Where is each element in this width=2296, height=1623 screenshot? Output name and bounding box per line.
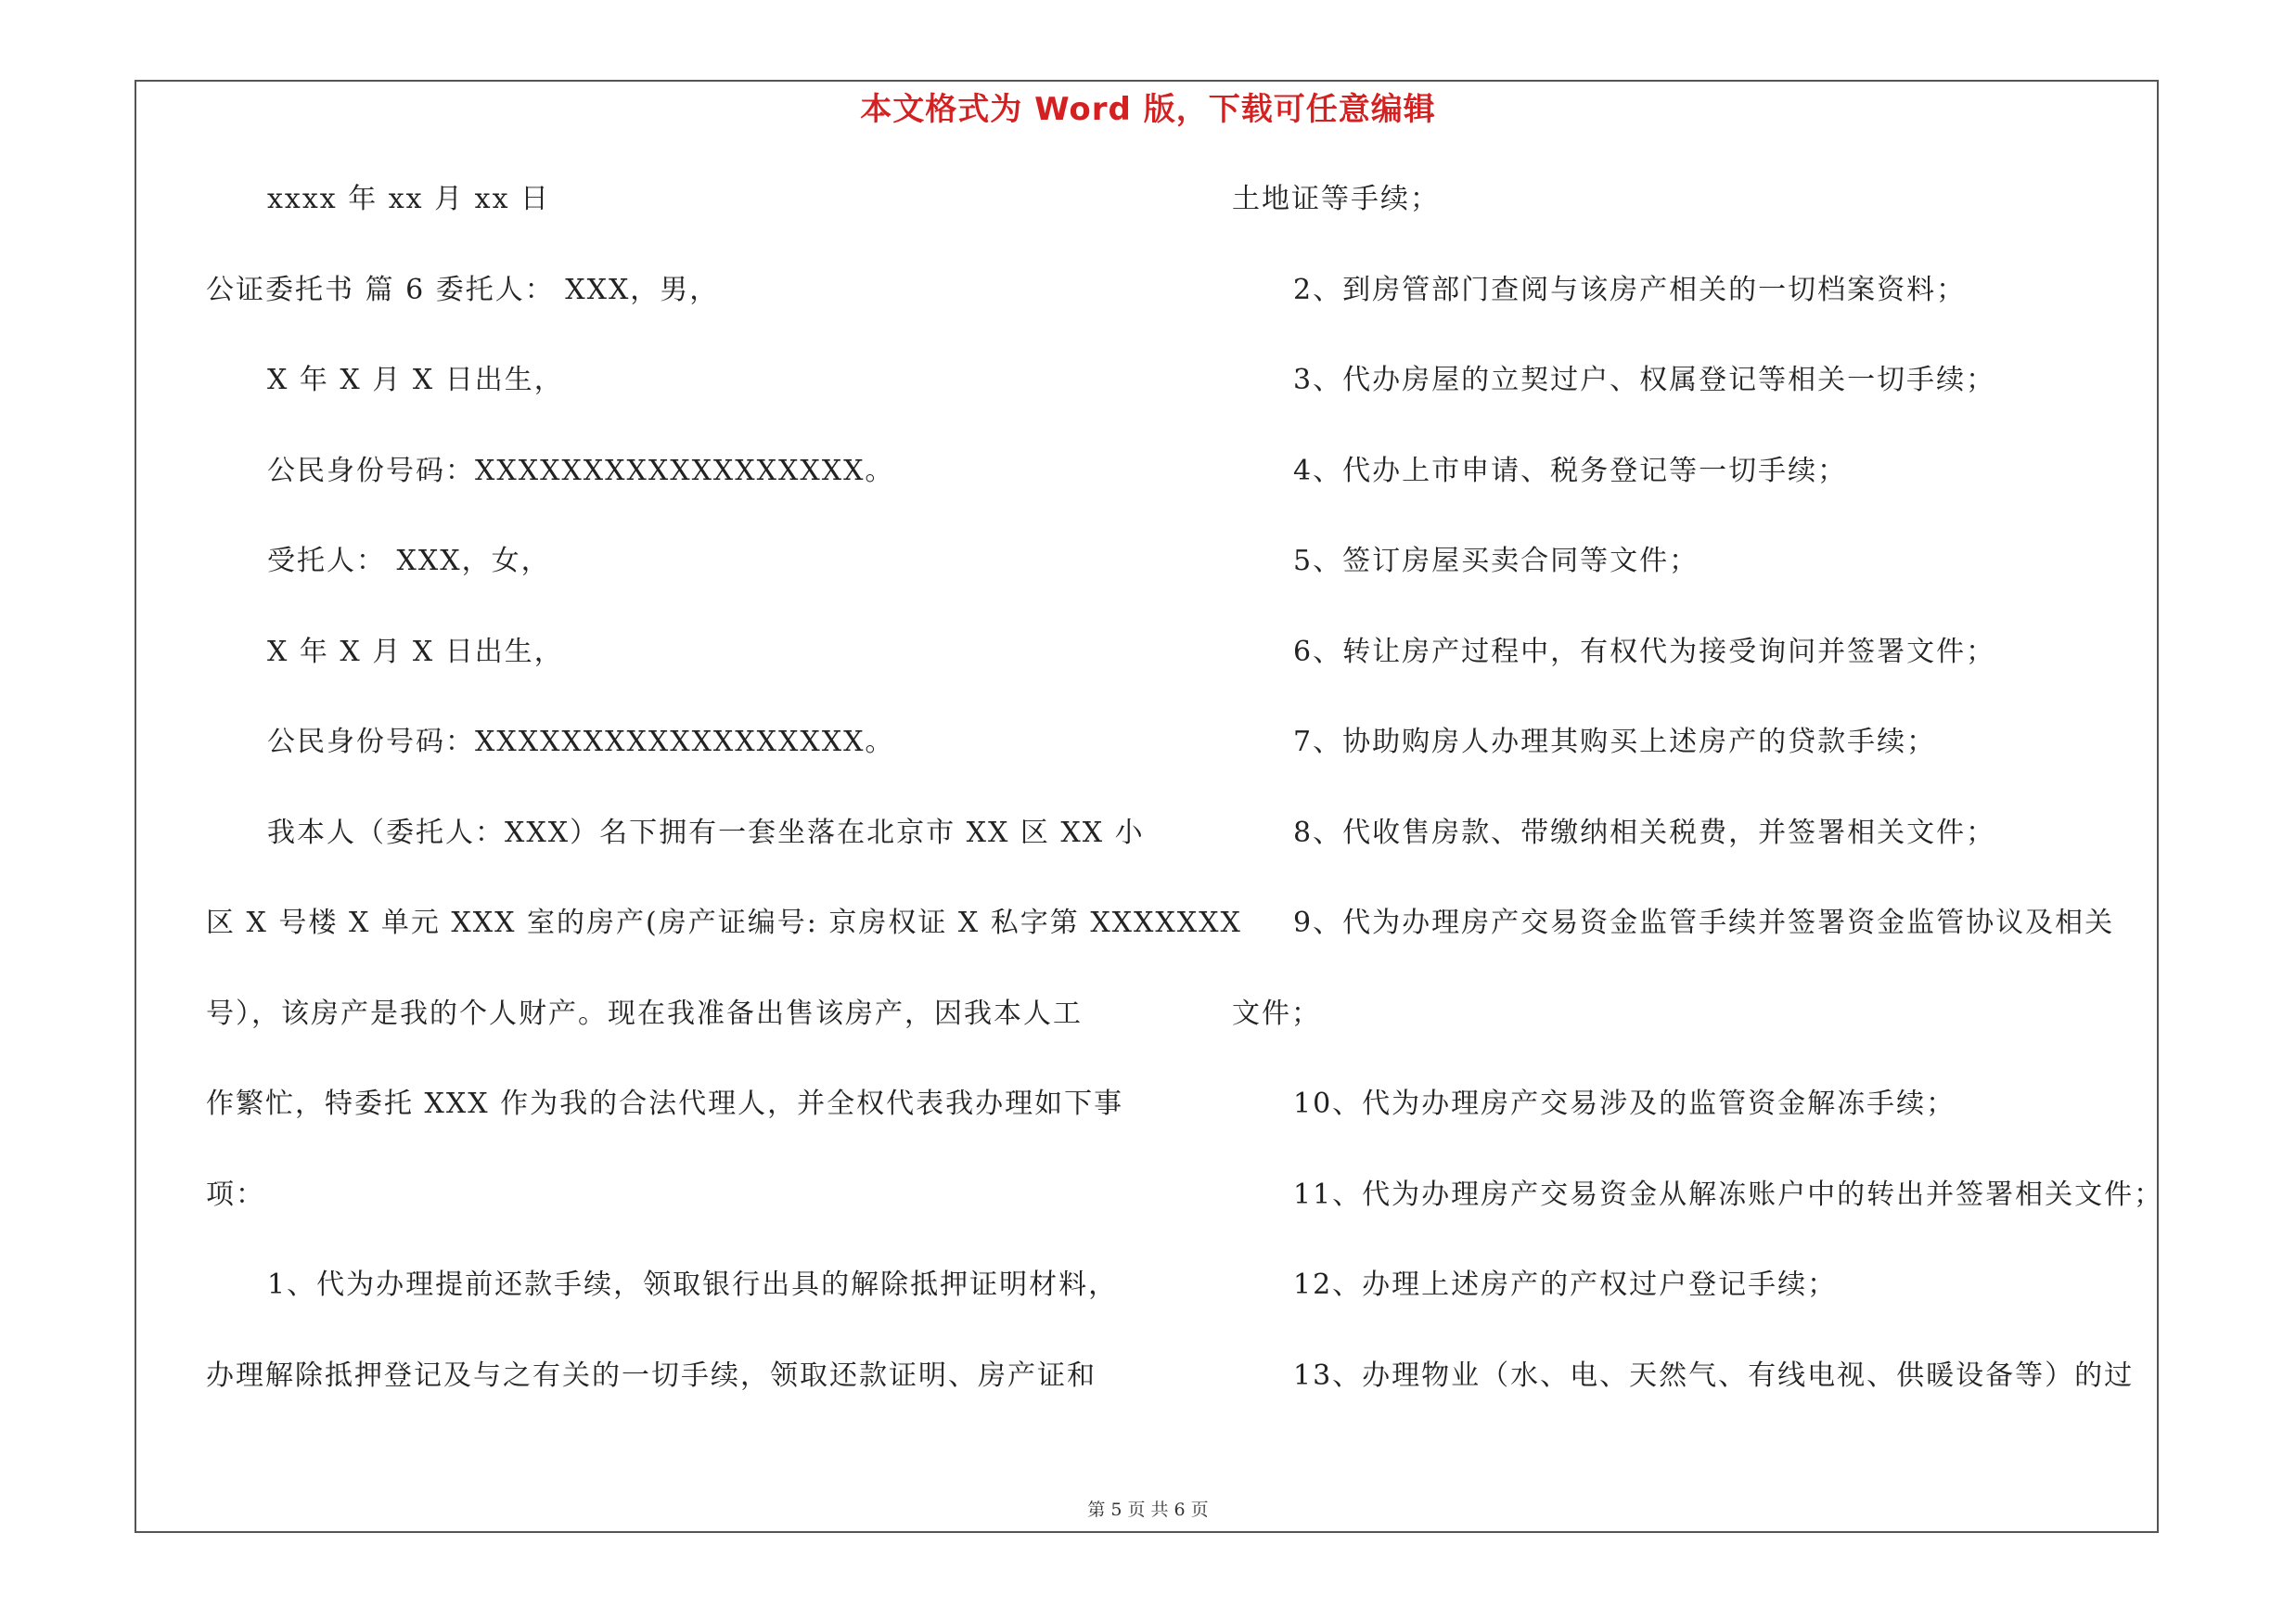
text-line: xxxx 年 xx 月 xx 日 — [267, 183, 551, 215]
text-line: 2、到房管部门查阅与该房产相关的一切档案资料； — [1293, 273, 1967, 306]
text-line: 我本人（委托人：XXX）名下拥有一套坐落在北京市 XX 区 XX 小 — [267, 816, 1145, 849]
text-line: 6、转让房产过程中，有权代为接受询问并签署文件； — [1293, 635, 1996, 668]
text-line: 12、办理上述房产的产权过户登记手续； — [1293, 1269, 1838, 1301]
text-line: 13、办理物业（水、电、天然气、有线电视、供暖设备等）的过 — [1293, 1359, 2135, 1392]
text-line: 公民身份号码：XXXXXXXXXXXXXXXXXX。 — [267, 454, 895, 487]
text-line: 11、代为办理房产交易资金从解冻账户中的转出并签署相关文件； — [1293, 1178, 2164, 1211]
text-line: 受托人： XXX，女， — [267, 545, 551, 577]
text-line: 5、签订房屋买卖合同等文件； — [1293, 545, 1700, 577]
text-line: 公民身份号码：XXXXXXXXXXXXXXXXXX。 — [267, 726, 895, 758]
text-line: 作繁忙，特委托 XXX 作为我的合法代理人，并全权代表我办理如下事 — [206, 1088, 1124, 1120]
text-line: 4、代办上市申请、税务登记等一切手续； — [1293, 454, 1848, 487]
text-line: 区 X 号楼 X 单元 XXX 室的房产(房产证编号: 京房权证 X 私字第 XXXXXXX — [206, 907, 1242, 939]
text-line: X 年 X 月 X 日出生， — [267, 364, 564, 396]
text-line: 3、代办房屋的立契过户、权属登记等相关一切手续； — [1293, 364, 1996, 396]
text-line: 土地证等手续； — [1232, 183, 1440, 215]
text-line: 项： — [206, 1178, 265, 1211]
text-line: 号），该房产是我的个人财产。现在我准备出售该房产，因我本人工 — [206, 997, 1083, 1030]
text-line: 1、代为办理提前还款手续，领取银行出具的解除抵押证明材料， — [267, 1269, 1119, 1301]
text-line: X 年 X 月 X 日出生， — [267, 635, 564, 668]
text-line: 10、代为办理房产交易涉及的监管资金解冻手续； — [1293, 1088, 1956, 1120]
text-line: 7、协助购房人办理其购买上述房产的贷款手续； — [1293, 726, 1937, 758]
text-line: 9、代为办理房产交易资金监管手续并签署资金监管协议及相关 — [1293, 907, 2115, 939]
text-line: 文件； — [1232, 997, 1321, 1030]
text-line: 公证委托书 篇 6 委托人： XXX，男， — [206, 273, 720, 306]
page-number-footer: 第 5 页 共 6 页 — [1087, 1500, 1209, 1520]
text-line: 8、代收售房款、带缴纳相关税费，并签署相关文件； — [1293, 816, 1996, 849]
text-line: 办理解除抵押登记及与之有关的一切手续，领取还款证明、房产证和 — [206, 1359, 1097, 1392]
format-notice-banner: 本文格式为 Word 版，下载可任意编辑 — [860, 91, 1436, 128]
